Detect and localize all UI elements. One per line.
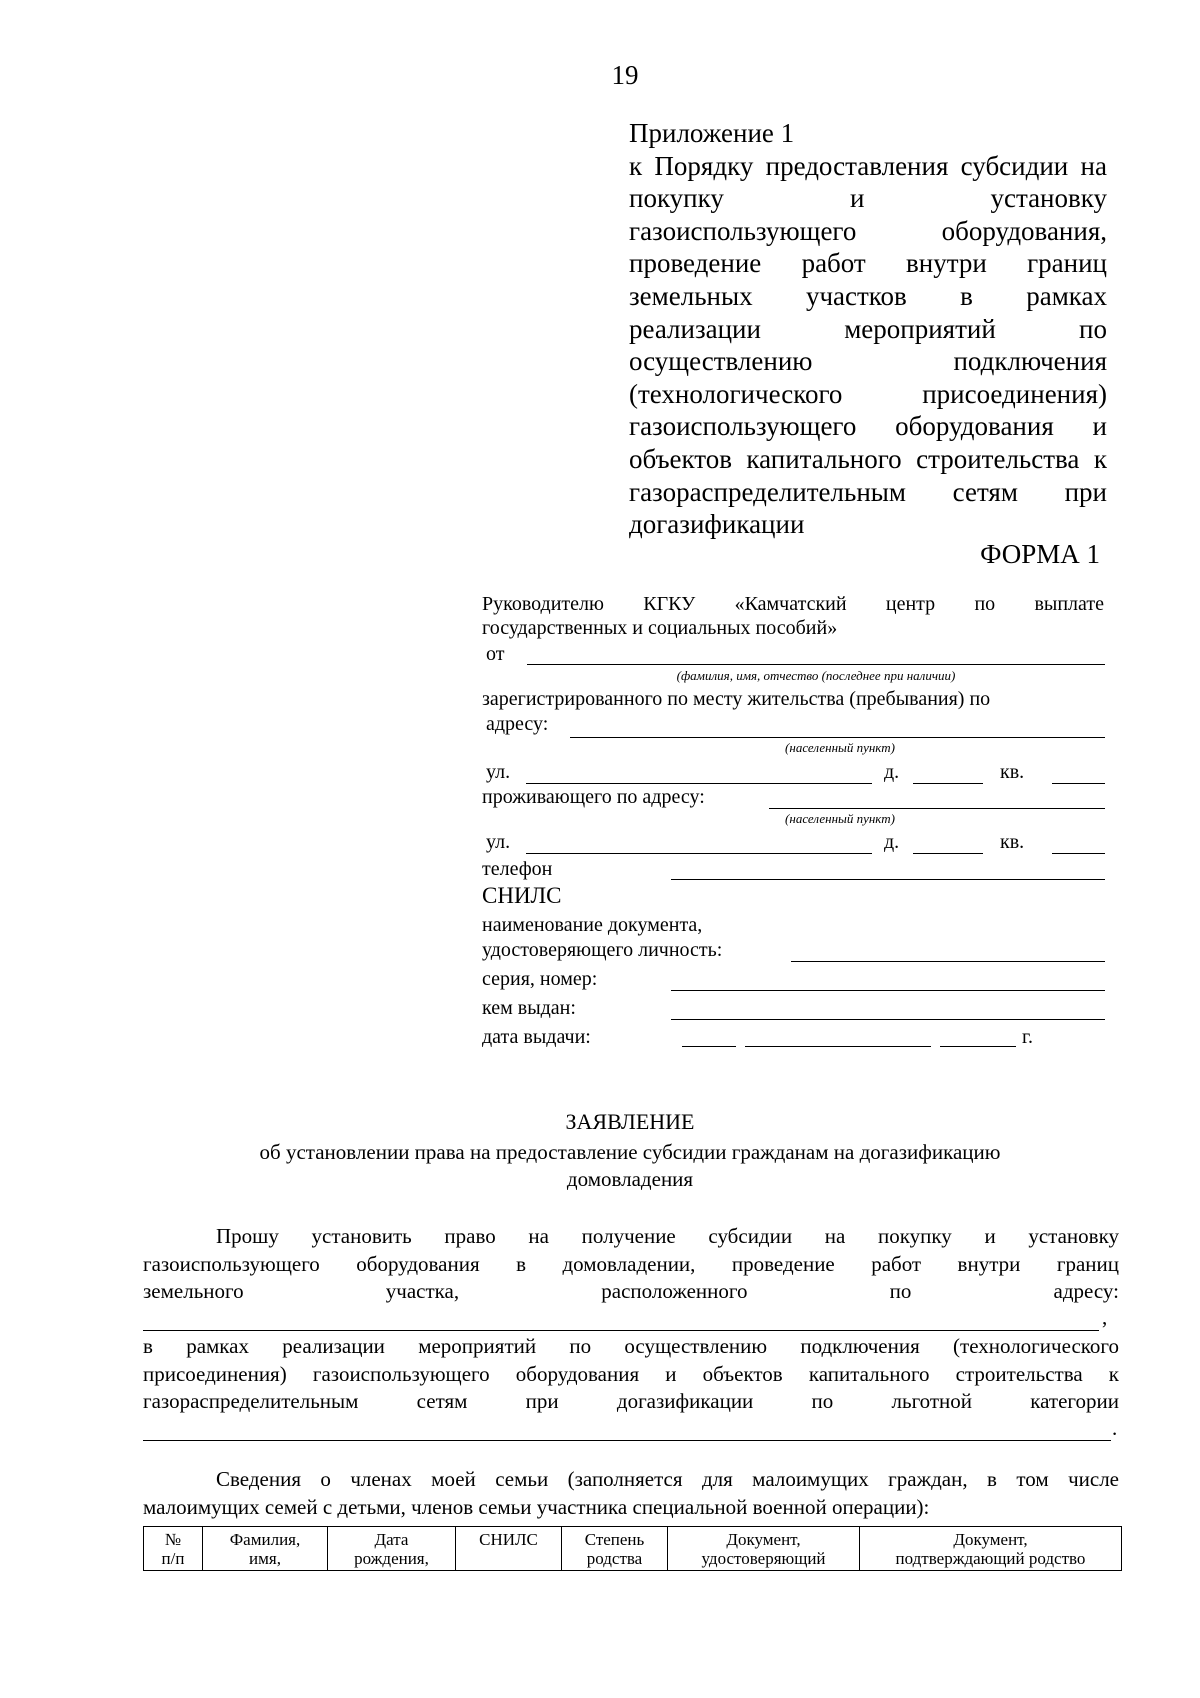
paragraph-line: в рамках реализации мероприятий по осуществлению подключения (технологического — [143, 1334, 1119, 1358]
statement-subtitle — [140, 1139, 1120, 1193]
request-paragraph — [143, 1223, 1119, 1306]
issue-year-field[interactable] — [940, 1046, 1016, 1047]
year-suffix: г. — [1022, 1026, 1033, 1048]
appendix-block — [629, 117, 1107, 541]
issue-month-field[interactable] — [745, 1046, 931, 1047]
house-label: д. — [884, 761, 900, 783]
column-header-snils: СНИЛС — [456, 1527, 562, 1571]
id-document-label: наименование документа, — [482, 914, 703, 936]
appendix-line: к Порядку предоставления субсидии на — [629, 150, 1107, 181]
settlement-hint: (населенный пункт) — [785, 811, 895, 826]
registered-apartment-field[interactable] — [1052, 783, 1105, 784]
from-label: от — [486, 643, 505, 665]
residing-settlement-field[interactable] — [769, 808, 1105, 809]
appendix-line: догазификации — [629, 509, 805, 540]
column-header-relation: Степень родства — [562, 1527, 668, 1571]
land-address-field[interactable] — [143, 1330, 1099, 1331]
series-number-field[interactable] — [671, 990, 1105, 991]
street-label: ул. — [486, 761, 511, 783]
issue-day-field[interactable] — [682, 1046, 736, 1047]
residing-label: проживающего по адресу: — [482, 786, 705, 808]
column-header-kinship-document: Документ, подтверждающий родство — [860, 1527, 1122, 1571]
statement-title: ЗАЯВЛЕНИЕ — [565, 1109, 695, 1134]
appendix-line: покупку и установку — [629, 183, 1107, 214]
snils-label: СНИЛС — [482, 883, 562, 908]
addressee-line: государственных и социальных пособий» — [482, 617, 838, 639]
subtitle-line: домовладения — [566, 1167, 694, 1191]
comma: , — [1102, 1305, 1108, 1329]
registered-street-field[interactable] — [526, 783, 872, 784]
id-document-field[interactable] — [791, 961, 1105, 962]
category-paragraph — [143, 1333, 1119, 1416]
paragraph-line: газораспределительным сетям при догазификации по льготной категории — [143, 1389, 1119, 1413]
from-fullname-field[interactable] — [527, 664, 1105, 665]
residing-street-field[interactable] — [526, 853, 872, 854]
appendix-line: Приложение 1 — [629, 118, 795, 148]
column-header-number: № п/п — [144, 1527, 203, 1571]
residing-house-field[interactable] — [913, 853, 983, 854]
column-header-id-document: Документ, удостоверяющий — [668, 1527, 860, 1571]
registered-settlement-field[interactable] — [570, 737, 1105, 738]
residing-apartment-field[interactable] — [1052, 853, 1105, 854]
column-header-name: Фамилия, имя, — [203, 1527, 328, 1571]
appendix-line: реализации мероприятий по — [629, 313, 1107, 344]
paragraph-line: газоиспользующего оборудования в домовладении, проведение работ внутри границ — [143, 1251, 1119, 1276]
addressee-line: Руководителю КГКУ «Камчатский центр по выплате — [482, 593, 1104, 615]
apartment-label: кв. — [1000, 831, 1025, 853]
family-members-table — [143, 1526, 1122, 1571]
appendix-line: объектов капитального строительства к — [629, 443, 1107, 474]
settlement-hint: (населенный пункт) — [785, 740, 895, 755]
id-document-label: удостоверяющего личность: — [482, 939, 723, 961]
appendix-line: осуществлению подключения — [629, 346, 1107, 377]
appendix-line: земельных участков в рамках — [629, 280, 1107, 311]
issue-date-label: дата выдачи: — [482, 1026, 591, 1048]
family-info-paragraph — [143, 1466, 1119, 1521]
series-number-label: серия, номер: — [482, 968, 598, 990]
registered-label: зарегистрированного по месту жительства (пребывания) по — [482, 688, 991, 710]
appendix-line: газоиспользующего оборудования, — [629, 215, 1107, 246]
apartment-label: кв. — [1000, 761, 1025, 783]
appendix-line: газоиспользующего оборудования и — [629, 411, 1107, 442]
paragraph-line: малоимущих семей с детьми, членов семьи участника специальной военной операции): — [143, 1494, 930, 1519]
column-header-birthdate: Дата рождения, — [328, 1527, 456, 1571]
paragraph-line: Сведения о членах моей семьи (заполняется для малоимущих граждан, в том числе — [216, 1467, 1119, 1491]
paragraph-line: Прошу установить право на получение субсидии на покупку и установку — [216, 1224, 1119, 1248]
issued-by-label: кем выдан: — [482, 997, 576, 1019]
appendix-line: проведение работ внутри границ — [629, 248, 1107, 279]
phone-label: телефон — [482, 858, 553, 880]
period: . — [1112, 1416, 1118, 1440]
from-hint: (фамилия, имя, отчество (последнее при наличии) — [676, 668, 956, 683]
table-header-row — [144, 1527, 1122, 1571]
form-label: ФОРМА 1 — [980, 539, 1100, 569]
registered-address-label: адресу: — [486, 713, 549, 735]
paragraph-line: присоединения) газоиспользующего оборудования и объектов капитального строительства к — [143, 1361, 1119, 1386]
subtitle-line: об установлении права на предоставление субсидии гражданам на догазификацию — [259, 1140, 1001, 1164]
street-label: ул. — [486, 831, 511, 853]
registered-house-field[interactable] — [913, 783, 983, 784]
paragraph-line: земельного участка, расположенного по адресу: — [143, 1279, 1119, 1303]
appendix-line: газораспределительным сетям при — [629, 476, 1107, 507]
phone-field[interactable] — [671, 879, 1105, 880]
benefit-category-field[interactable] — [143, 1440, 1111, 1441]
house-label: д. — [884, 831, 900, 853]
page-number: 19 — [611, 60, 639, 90]
appendix-line: (технологического присоединения) — [629, 378, 1107, 409]
issued-by-field[interactable] — [671, 1019, 1105, 1020]
